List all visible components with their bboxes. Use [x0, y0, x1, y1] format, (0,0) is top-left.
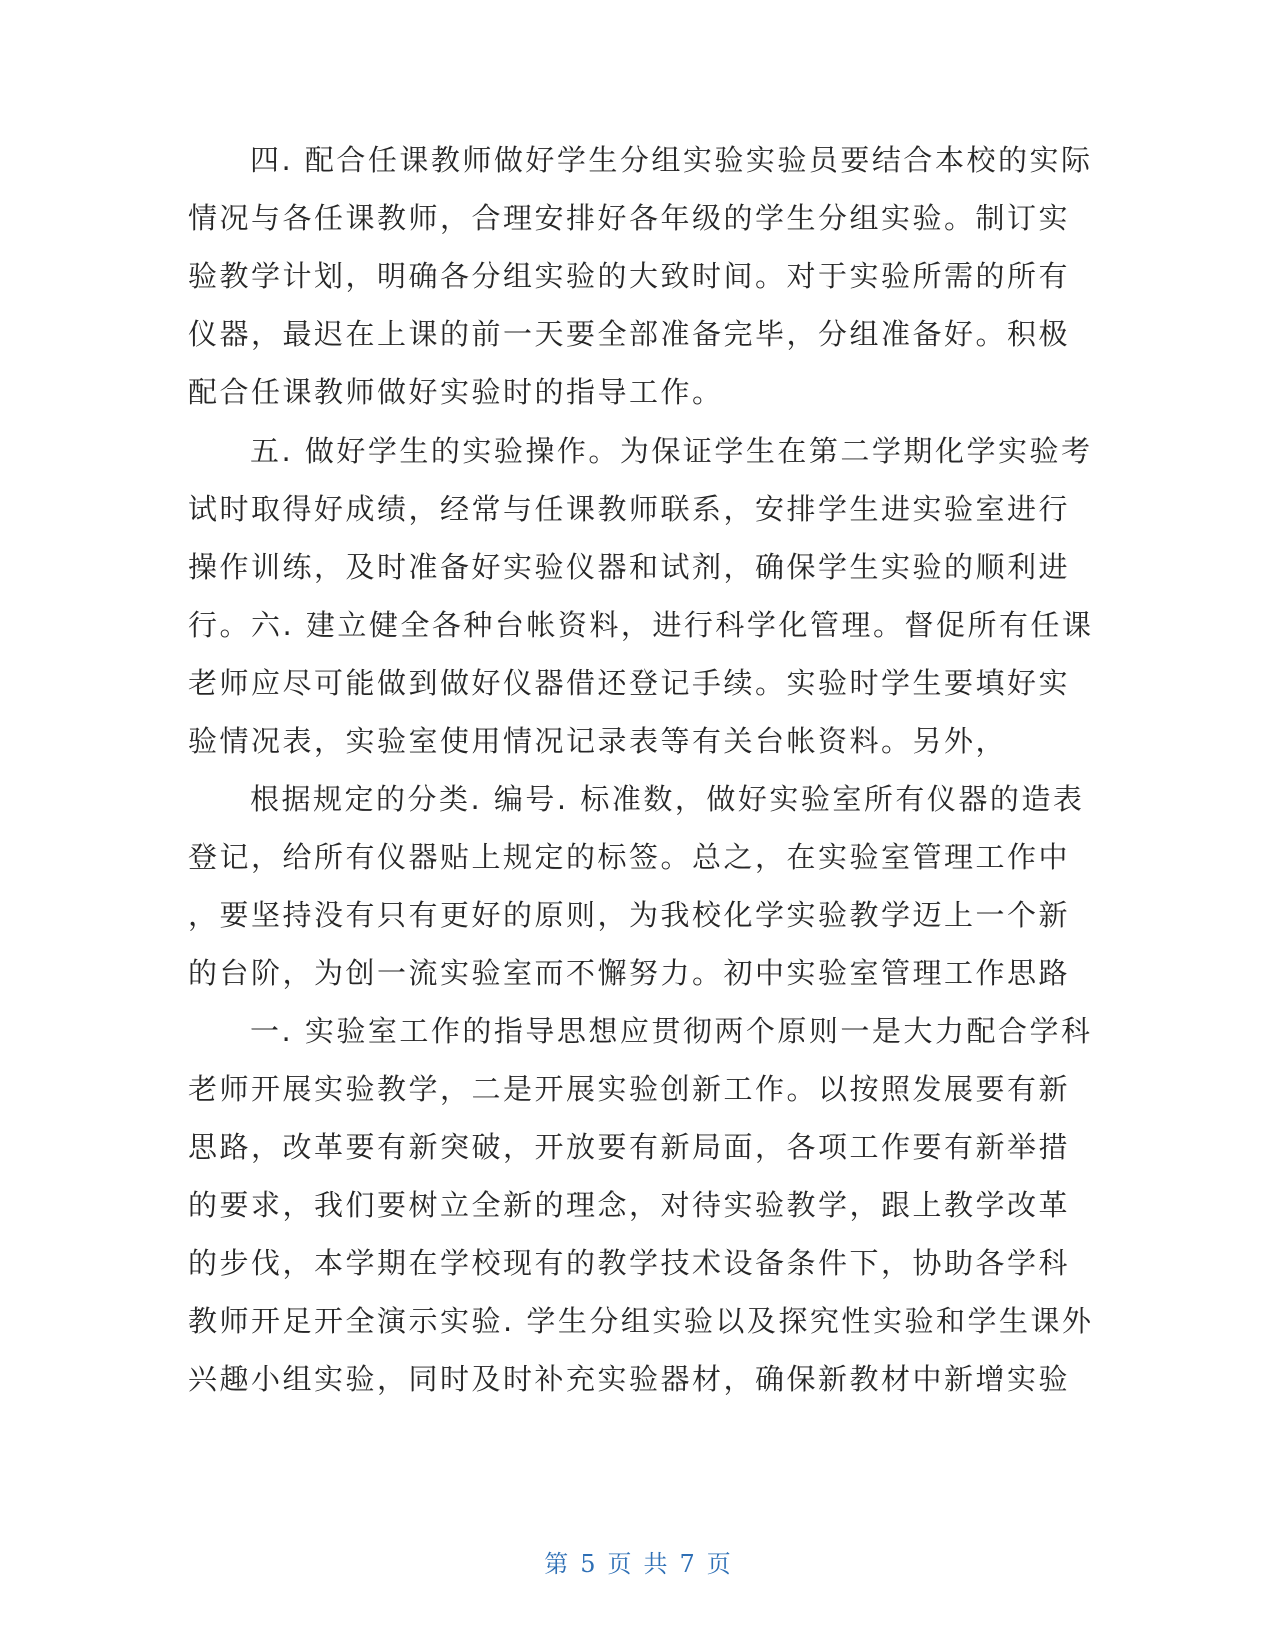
text-line: 登记，给所有仪器贴上规定的标签。总之，在实验室管理工作中	[188, 840, 1071, 874]
footer-label-unit: 页	[607, 1550, 632, 1578]
text-line: 验情况表，实验室使用情况记录表等有关台帐资料。另外，	[188, 724, 1008, 758]
text-line: 老师应尽可能做到做好仪器借还登记手续。实验时学生要填好实	[188, 666, 1071, 700]
text-line: 的台阶，为创一流实验室而不懈努力。初中实验室管理工作思路	[188, 956, 1071, 990]
text-line: ，要坚持没有只有更好的原则，为我校化学实验教学迈上一个新	[188, 898, 1071, 932]
text-line: 兴趣小组实验，同时及时补充实验器材，确保新教材中新增实验	[188, 1362, 1071, 1396]
text-line: 教师开足开全演示实验. 学生分组实验以及探究性实验和学生课外	[188, 1304, 1094, 1338]
text-line: 操作训练，及时准备好实验仪器和试剂，确保学生实验的顺利进	[188, 550, 1071, 584]
text-line: 配合任课教师做好实验时的指导工作。	[188, 375, 724, 409]
text-line: 验教学计划，明确各分组实验的大致时间。对于实验所需的所有	[188, 259, 1071, 293]
footer-current-page: 5	[580, 1550, 596, 1578]
footer-label-page: 第	[544, 1550, 569, 1578]
text-line: 的步伐，本学期在学校现有的教学技术设备条件下，协助各学科	[188, 1246, 1071, 1280]
footer-label-unit2: 页	[706, 1550, 731, 1578]
text-line: 根据规定的分类. 编号. 标准数，做好实验室所有仪器的造表	[250, 782, 1085, 816]
text-line: 的要求，我们要树立全新的理念，对待实验教学，跟上教学改革	[188, 1188, 1071, 1222]
footer-total-pages: 7	[679, 1550, 695, 1578]
text-line: 思路，改革要有新突破，开放要有新局面，各项工作要有新举措	[188, 1130, 1071, 1164]
page-footer	[0, 1548, 1275, 1580]
text-line: 一. 实验室工作的指导思想应贯彻两个原则一是大力配合学科	[250, 1014, 1093, 1048]
text-line: 五. 做好学生的实验操作。为保证学生在第二学期化学实验考	[250, 434, 1093, 468]
footer-label-total: 共	[643, 1550, 668, 1578]
text-line: 试时取得好成绩，经常与任课教师联系，安排学生进实验室进行	[188, 492, 1071, 526]
text-line: 仪器，最迟在上课的前一天要全部准备完毕，分组准备好。积极	[188, 317, 1071, 351]
text-line: 四. 配合任课教师做好学生分组实验实验员要结合本校的实际	[250, 143, 1093, 177]
text-line: 老师开展实验教学，二是开展实验创新工作。以按照发展要有新	[188, 1072, 1071, 1106]
text-line: 行。六. 建立健全各种台帐资料，进行科学化管理。督促所有任课	[188, 608, 1094, 642]
text-line: 情况与各任课教师，合理安排好各年级的学生分组实验。制订实	[188, 201, 1071, 235]
